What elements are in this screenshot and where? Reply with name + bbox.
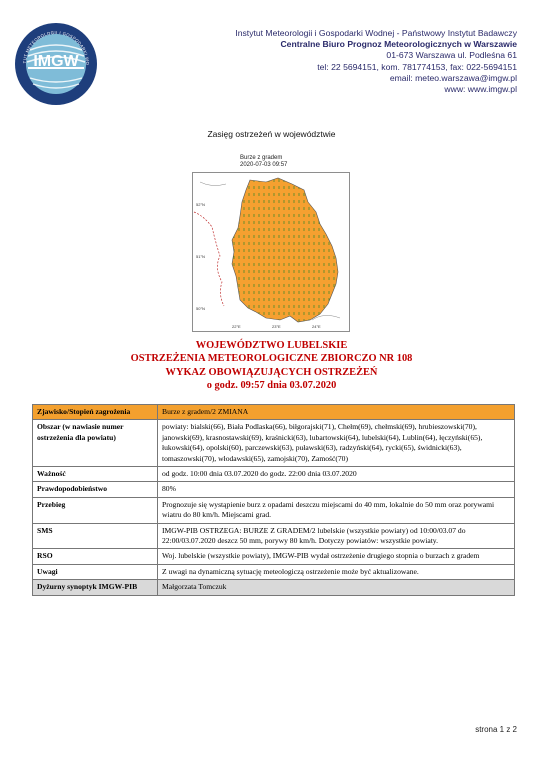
website-line: www: www.imgw.pl bbox=[444, 84, 517, 95]
email-line: email: meteo.warszawa@imgw.pl bbox=[389, 72, 517, 83]
row-key: Dyżurny synoptyk IMGW-PIB bbox=[33, 580, 158, 595]
row-value: IMGW-PIB OSTRZEGA: BURZE Z GRADEM/2 lubelskie (wszystkie powiaty) od 10:00/03.07 do 22:00/03.07.2020 deszcz 50 mm, porywy 80 km/h. Dotyczy powiatów: wszystkie powiaty. bbox=[158, 523, 515, 549]
row-key: SMS bbox=[33, 523, 158, 549]
region-name: WOJEWÓDZTWO LUBELSKIE bbox=[195, 340, 348, 351]
lon-label: 22°E bbox=[232, 324, 241, 329]
row-key: Prawdopodobieństwo bbox=[33, 482, 158, 497]
row-value: Woj. lubelskie (wszystkie powiaty), IMGW-PIB wydał ostrzeżenie drugiego stopnia o burzach z gradem bbox=[158, 549, 515, 564]
table-row-area bbox=[33, 420, 515, 467]
lat-label: 52°N bbox=[196, 202, 205, 207]
address-line: 01-673 Warszawa ul. Podleśna 61 bbox=[386, 50, 517, 61]
lon-label: 24°E bbox=[312, 324, 321, 329]
bulletin-subtitle: WYKAZ OBOWIĄZUJĄCYCH OSTRZEŻEŃ bbox=[165, 366, 378, 378]
row-value: Burze z gradem/2 ZMIANA bbox=[158, 405, 515, 420]
institute-name: Instytut Meteorologii i Gospodarki Wodnej - Państwowy Instytut Badawczy bbox=[235, 28, 517, 38]
phone-line: tel: 22 5694151, kom. 781774153, fax: 022-5694151 bbox=[317, 61, 517, 72]
table-row-sms bbox=[33, 523, 515, 549]
bulletin-time: o godz. 09:57 dnia 03.07.2020 bbox=[206, 380, 337, 392]
table-row-remarks bbox=[33, 564, 515, 579]
lon-label: 23°E bbox=[272, 324, 281, 329]
warning-table bbox=[32, 404, 515, 596]
bulletin-number: OSTRZEŻENIA METEOROLOGICZNE ZBIORCZO NR 108 bbox=[130, 353, 413, 365]
office-name: Centralne Biuro Prognoz Meteorologicznych w Warszawie bbox=[280, 39, 517, 50]
row-key: Zjawisko/Stopień zagrożenia bbox=[33, 405, 158, 420]
logo-text-top: IMGW bbox=[33, 53, 79, 70]
table-row-validity bbox=[33, 467, 515, 482]
map-date: 2020-07-03 09:57 bbox=[240, 162, 288, 168]
row-key: Ważność bbox=[33, 467, 158, 482]
lat-label: 50°N bbox=[196, 306, 205, 311]
row-key: Uwagi bbox=[33, 564, 158, 579]
row-value: Z uwagi na dynamiczną sytuację meteologiczą ostrzeżenie może być aktualizowane. bbox=[158, 564, 515, 579]
row-value: powiaty: bialski(66), Biała Podlaska(66), biłgorajski(71), Chełm(69), chełmski(69), hrubieszowski(70), janowski(69), krasnostawski(69), kraśnicki(63), lubartowski(64), lubelski(64), Lublin(64), łęczyński(65), łukowski(64), opolski(60), parczewski(63), puławski(63), radzyński(64), rycki(65), świdnicki(63), tomaszowski(70), włodawski(65), zamojski(70), Zamość(70) bbox=[158, 420, 515, 467]
warning-heading bbox=[10, 339, 533, 393]
table-row-phenomenon bbox=[33, 405, 515, 420]
row-key: RSO bbox=[33, 549, 158, 564]
institute-header bbox=[235, 28, 517, 95]
row-value: od godz. 10:00 dnia 03.07.2020 do godz. 22:00 dnia 03.07.2020 bbox=[158, 467, 515, 482]
page-number: strona 1 z 2 bbox=[475, 725, 517, 734]
lat-label: 51°N bbox=[196, 254, 205, 259]
section-title: Zasięg ostrzeżeń w województwie bbox=[207, 129, 336, 139]
row-value: Małgorzata Tomczuk bbox=[158, 580, 515, 595]
imgw-logo bbox=[14, 22, 98, 106]
table-row-probability bbox=[33, 482, 515, 497]
row-value: 80% bbox=[158, 482, 515, 497]
row-key: Przebieg bbox=[33, 497, 158, 523]
row-key: Obszar (w nawiasie numer ostrzeżenia dla powiatu) bbox=[33, 420, 158, 467]
table-row-rso bbox=[33, 549, 515, 564]
warning-map bbox=[192, 172, 350, 332]
table-row-course bbox=[33, 497, 515, 523]
table-row-forecaster bbox=[33, 580, 515, 595]
row-value: Prognozuje się wystąpienie burz z opadami deszczu miejscami do 40 mm, lokalnie do 50 mm oraz porywami wiatru do 80 km/h. Miejscami grad. bbox=[158, 497, 515, 523]
map-caption bbox=[240, 155, 287, 169]
map-title: Burze z gradem bbox=[240, 155, 283, 161]
logo-ring-text: TUT METEOROLOGII I GOSPODARKI WO bbox=[21, 29, 91, 66]
